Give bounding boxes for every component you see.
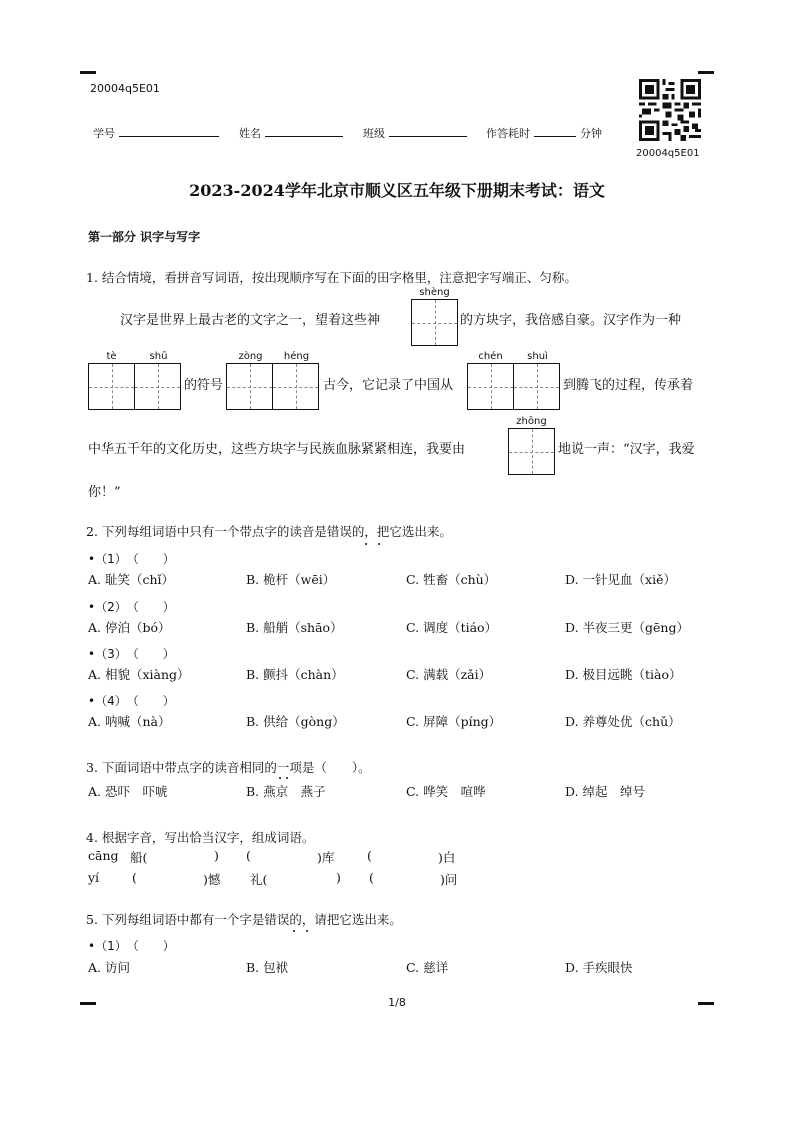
q3-option[interactable]: A. 恐吓 吓唬 [88,784,168,799]
emphasis-dot [306,930,308,932]
pinyin-label: tè [106,351,117,362]
q2-group-label: •（3） （ ） [88,647,175,661]
q3-option[interactable]: C. 哗笑 喧哗 [406,784,486,799]
q2-option[interactable]: B. 供给（gòng） [246,714,345,729]
q2-option[interactable]: D. 养尊处优（chǔ） [565,714,681,729]
qr-code-icon [639,79,701,141]
corner-mark-tr [698,71,714,74]
q4-word-part: ( [367,848,372,863]
tianzige-box[interactable] [508,428,555,475]
pinyin-label: shuì [527,351,548,362]
student-id-line[interactable] [119,124,219,137]
q5-option[interactable]: B. 包袱 [246,960,289,975]
pinyin-label: zòng [238,351,263,362]
q4-word-part: ) [214,848,219,863]
q1-text-line2c: 到腾飞的过程，传承着 [563,378,694,393]
pinyin-label: yí [88,870,100,885]
q2-option[interactable]: C. 调度（tiáo） [406,620,498,635]
q1-text-line4: 你！” [88,485,121,500]
q4-word-part: ) [336,870,341,885]
emphasis-dot [293,930,295,932]
section-heading: 第一部分 识字与写字 [88,230,201,244]
q4-word-part: ( [246,848,251,863]
class-field[interactable] [363,124,471,141]
pinyin-label: héng [283,351,310,362]
time-line[interactable] [534,124,576,137]
emphasis-dot [279,777,281,779]
q2-option[interactable]: D. 一针见血（xiě） [565,572,676,587]
student-id-field[interactable] [93,124,223,141]
q2-option[interactable]: A. 耻笑（chǐ） [88,572,175,587]
emphasis-dot [286,777,288,779]
q4-word-part: ( [369,870,374,885]
tianzige-box[interactable] [88,363,135,410]
q2-option[interactable]: B. 船艄（shāo） [246,620,343,635]
q2-group-label: •（4） （ ） [88,694,175,708]
q1-text-line2a: 的符号 [184,378,224,393]
pinyin-label: chén [478,351,503,362]
doc-code-qr: 20004q5E01 [636,148,700,159]
time-field[interactable] [486,124,602,141]
question-3-stem: 3. 下面词语中带点字的读音相同的一项是（ ）。 [86,760,371,775]
question-1-stem: 1. 结合情境，看拼音写词语，按出现顺序写在下面的田字格里，注意把字写端正、匀称。 [86,270,577,285]
tianzige-box[interactable] [513,363,560,410]
q2-option[interactable]: C. 牲畜（chù） [406,572,497,587]
question-4-stem: 4. 根据字音，写出恰当汉字，组成词语。 [86,830,315,845]
q5-option[interactable]: A. 访问 [88,960,130,975]
name-field[interactable] [239,124,347,141]
q2-option[interactable]: C. 满载（zǎi） [406,667,492,682]
q1-text-line3b: 地说一声：“汉字，我爱 [558,442,695,457]
q1-text-line1a: 汉字是世界上最古老的文字之一，望着这些神 [120,313,381,328]
q1-text-line1b: 的方块字，我倍感自豪。汉字作为一种 [460,313,682,328]
q4-word-part: ( [132,870,137,885]
pinyin-label: zhōng [516,416,547,427]
q4-word-part: )白 [438,850,456,865]
q2-option[interactable]: A. 停泊（bó） [88,620,171,635]
emphasis-dot [365,543,367,545]
time-label: 作答耗时 [486,127,530,140]
q3-option[interactable]: B. 燕京 燕子 [246,784,326,799]
q2-option[interactable]: D. 半夜三更（gēng） [565,620,689,635]
q4-word-part: )库 [317,850,335,865]
name-label: 姓名 [239,127,261,140]
tianzige-box[interactable] [226,363,273,410]
class-line[interactable] [389,124,467,137]
q1-text-line3a: 中华五千年的文化历史，这些方块字与民族血脉紧紧相连，我要由 [88,442,466,457]
tianzige-box[interactable] [272,363,319,410]
student-id-label: 学号 [93,127,115,140]
page-number: 1/8 [388,996,406,1009]
q5-group-label: •（1） （ ） [88,939,175,953]
q2-group-label: •（1） （ ） [88,552,175,566]
emphasis-dot [378,543,380,545]
q5-option[interactable]: D. 手疾眼快 [565,960,633,975]
q2-option[interactable]: C. 屏障（píng） [406,714,502,729]
page-title: 2023-2024学年北京市顺义区五年级下册期末考试：语文 [189,181,605,200]
q2-option[interactable]: A. 相貌（xiàng） [88,667,190,682]
tianzige-box[interactable] [411,299,458,346]
q1-text-line2b: 古今，它记录了中国从 [323,378,454,393]
pinyin-label: shū [149,351,168,362]
name-line[interactable] [265,124,343,137]
q2-option[interactable]: D. 极目远眺（tiào） [565,667,682,682]
q2-group-label: •（2） （ ） [88,600,175,614]
question-5-stem: 5. 下列每组词语中都有一个字是错误的，请把它选出来。 [86,912,402,927]
q3-option[interactable]: D. 绰起 绰号 [565,784,646,799]
q5-option[interactable]: C. 慈详 [406,960,449,975]
class-label: 班级 [363,127,385,140]
doc-code-top: 20004q5E01 [90,82,160,95]
pinyin-label: shèng [419,287,450,298]
q4-word-part: )憾 [203,872,221,887]
q2-option[interactable]: A. 呐喊（nà） [88,714,171,729]
pinyin-label: cāng [88,848,119,863]
q2-option[interactable]: B. 桅杆（wēi） [246,572,336,587]
tianzige-box[interactable] [467,363,514,410]
minute-label: 分钟 [580,127,602,140]
corner-mark-tl [80,71,96,74]
q4-word-part: 礼( [250,872,268,887]
q4-word-part: )问 [440,872,458,887]
question-2-stem: 2. 下列每组词语中只有一个带点字的读音是错误的，把它选出来。 [86,524,452,539]
tianzige-box[interactable] [134,363,181,410]
q4-word-part: 船( [130,850,148,865]
q2-option[interactable]: B. 颤抖（chàn） [246,667,344,682]
